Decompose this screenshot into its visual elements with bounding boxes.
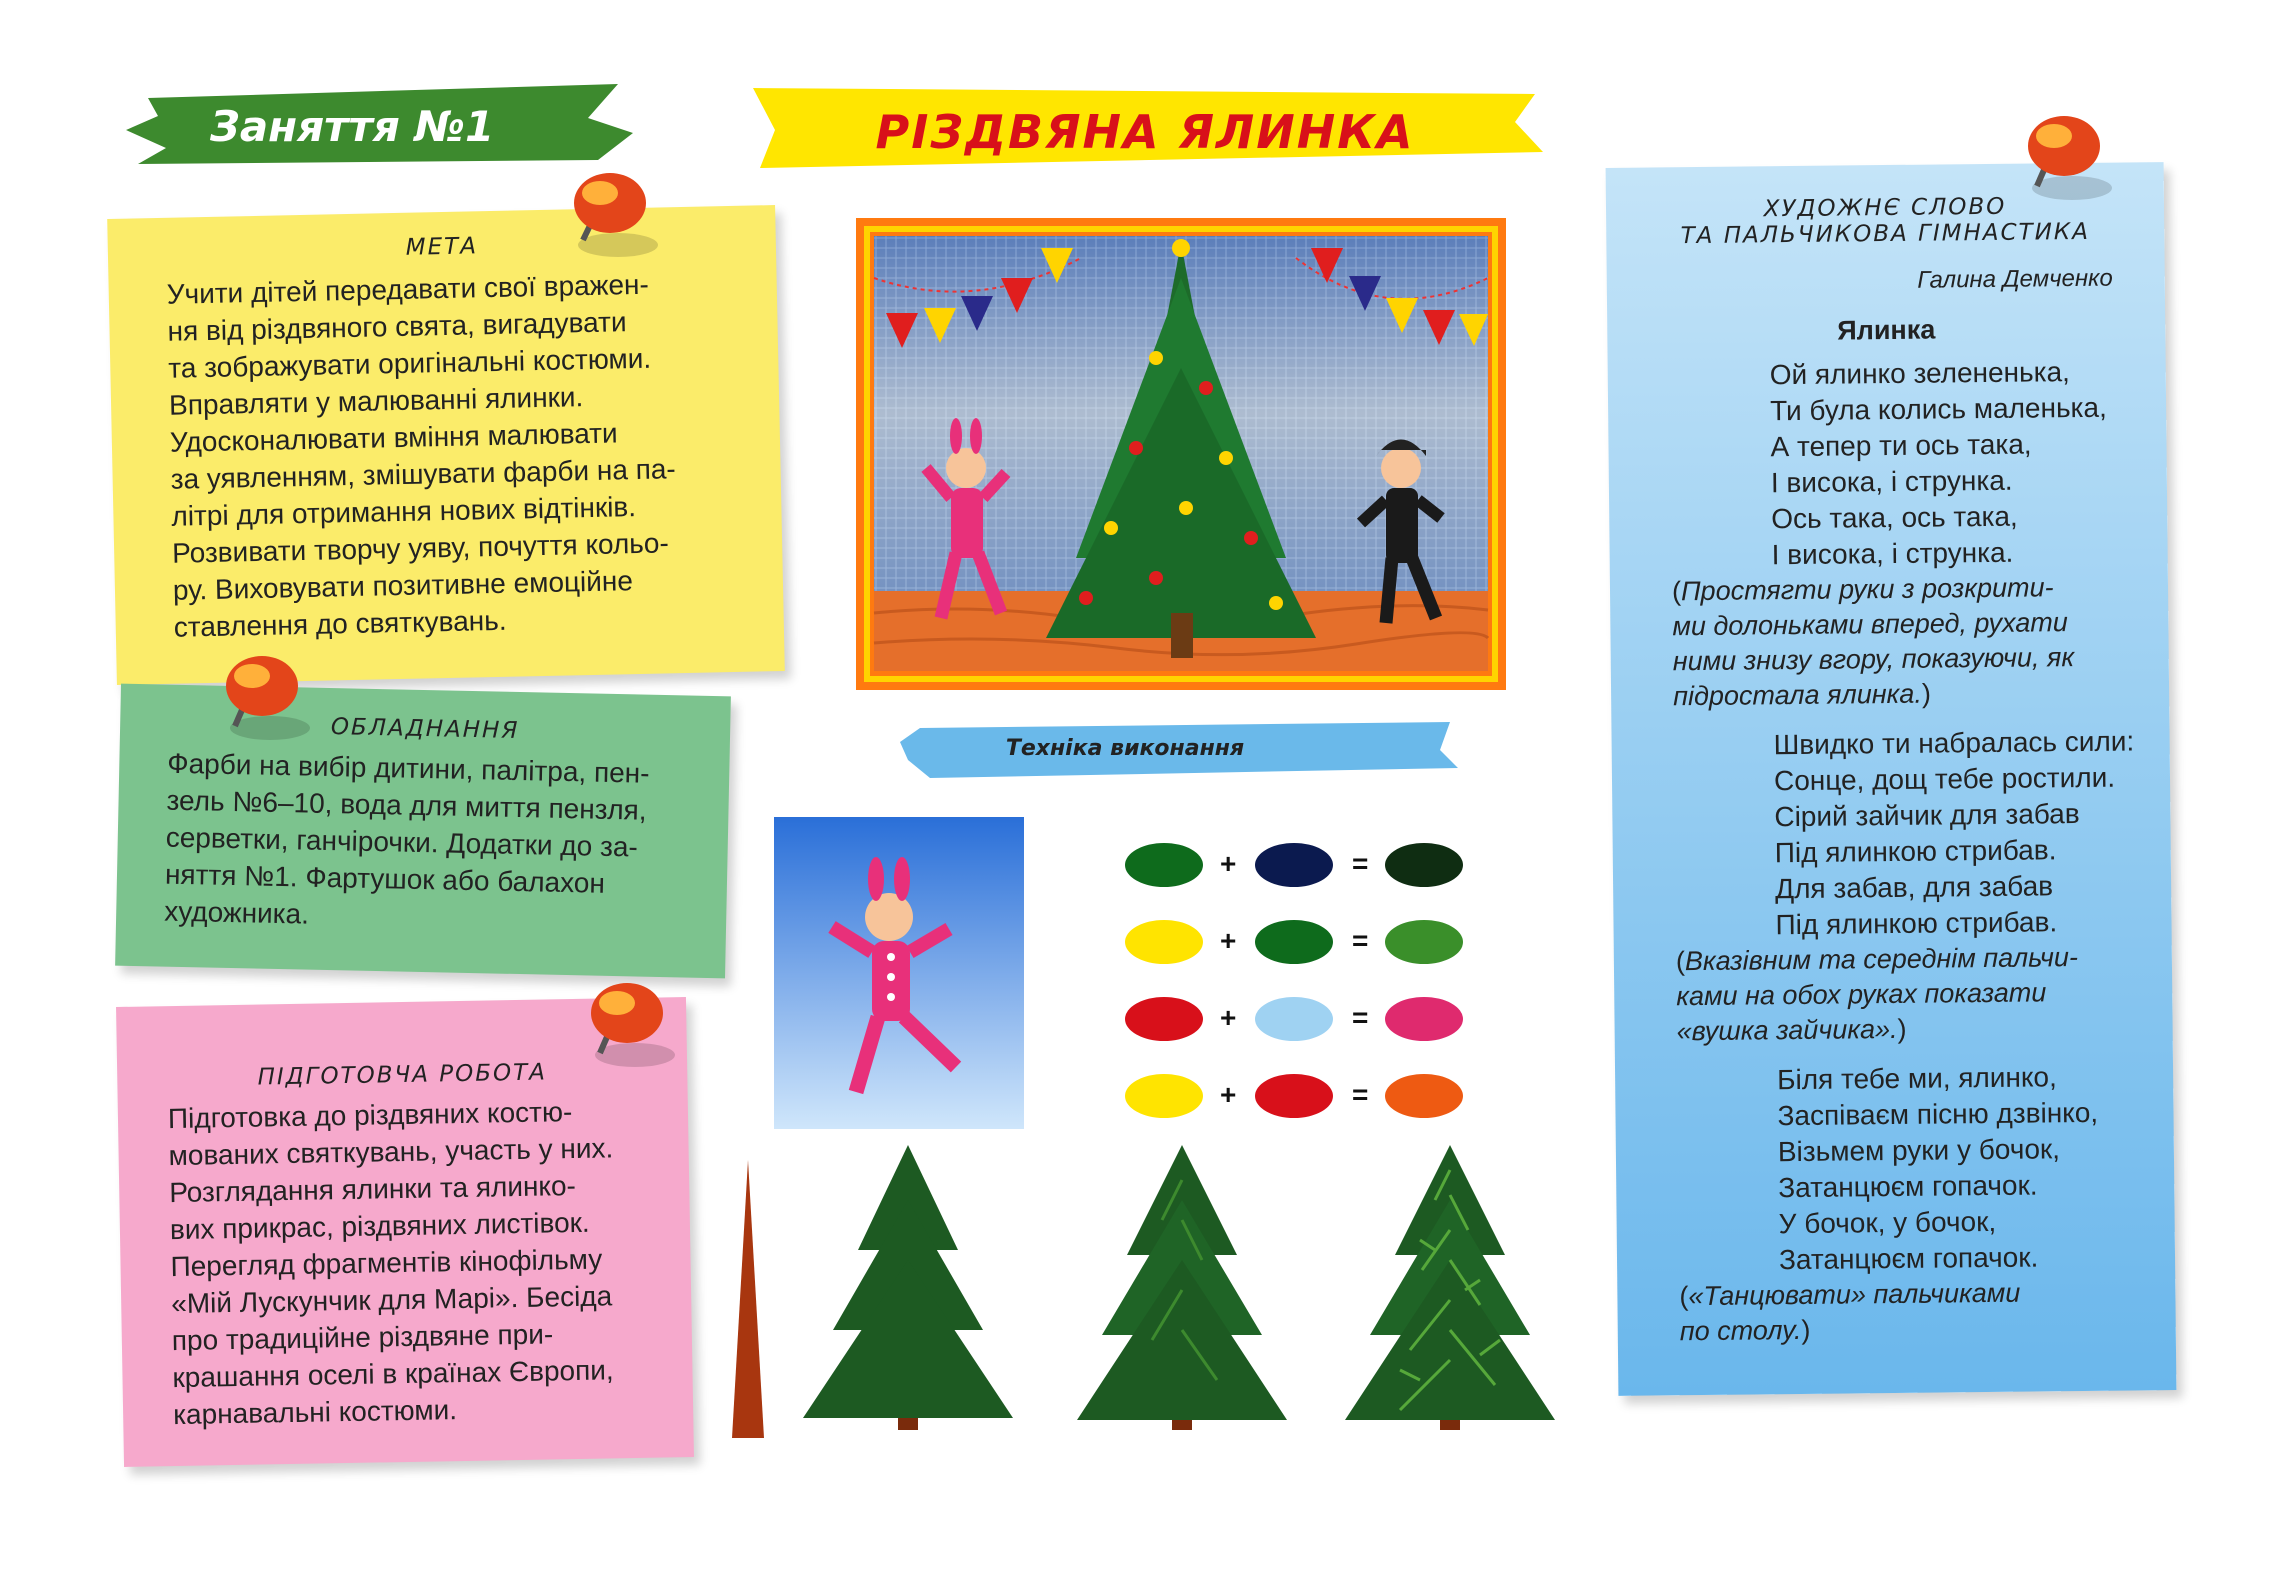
poem-line: Ой ялинко зелененька, [1769,356,2071,391]
goal-line: ставлення до святкувань. [173,604,507,643]
equipment-line: няття №1. Фартушок або балахон [164,858,606,899]
tree-step-2 [1072,1140,1292,1440]
poem-instruction-line: Простягти руки з розкрити- [1680,572,2054,607]
goal-text [166,263,784,646]
preparation-line: крашання оселі в країнах Європи, [172,1354,614,1394]
poem-line: Ось така, ось така, [1771,500,2018,535]
color-mix-row [1120,917,1520,967]
plus-sign: + [1220,925,1237,956]
technique-label: Техніка виконання [1005,736,1245,761]
equals-sign: = [1352,1002,1369,1033]
poem-instruction: (Простягти руки з розкрити- ми долоньками вперед, рухати ними знизу вгору, показуючи, як підростала ялинка.) [1671,572,2075,712]
tree-step-3 [1340,1140,1560,1440]
poem-line: А тепер ти ось така, [1770,428,2032,463]
preparation-line: карнавальні костюми. [172,1394,458,1431]
poem-author: Галина Демченко [1917,264,2113,294]
poem-instruction-line: «Танцювати» пальчиками [1688,1277,2021,1312]
poem-line: Заспіваєм пісню дзвінко, [1777,1096,2099,1132]
color-mix-row [1120,994,1520,1044]
preparation-line: «Мій Лускунчик для Марі». Бесіда [170,1280,613,1320]
color-mix-row [1120,1071,1520,1121]
preparation-title: ПІДГОТОВЧА РОБОТА [257,1059,548,1091]
paint-swatch-a [1125,920,1203,964]
goal-line: Розвивати творчу уяву, почуття кольо- [171,527,670,569]
paint-swatch-result [1385,920,1463,964]
pushpin-icon [565,975,695,1085]
preparation-line: Перегляд фрагментів кінофільму [170,1243,603,1283]
equipment-title: ОБЛАДНАННЯ [330,714,520,744]
preparation-text [168,1091,694,1433]
poem-instruction-line: Вказівним та середнім пальчи- [1684,942,2079,977]
poem-instruction-line: ками на обох руках показати [1676,977,2047,1012]
poem-line: У бочок, у бочок, [1778,1205,1997,1240]
poem-line: Швидко ти набралась сили: [1773,725,2135,761]
goal-line: Удосконалювати вміння малювати [169,417,618,458]
goal-line: Вправляти у малюванні ялинки. [168,381,584,421]
poem-line: Біля тебе ми, ялинко, [1776,1061,2057,1096]
lesson-label: Заняття №1 [210,102,495,151]
poem-line: Ти була колись маленька, [1769,391,2107,427]
poem-line: Затанцюєм гопачок. [1778,1241,2039,1276]
equipment-line: серветки, ганчірочки. Додатки до за- [165,821,639,863]
color-mix-row [1120,840,1520,890]
paint-swatch-b [1255,997,1333,1041]
poem-section-title-line: ХУДОЖНЄ СЛОВО [1763,193,2007,223]
goal-line: ня від різдвяного свята, вигадувати [167,306,627,347]
poem-line: І висока, і струнка. [1771,536,2014,571]
paint-swatch-b [1255,1074,1333,1118]
poem-instruction-line: ними знизу вгору, показуючи, як [1672,642,2075,677]
poem-title: Ялинка [1837,314,1936,346]
paint-swatch-b [1255,843,1333,887]
goal-title: МЕТА [405,233,479,261]
tree-step-trunk [728,1160,768,1440]
poem-line: Під ялинкою стрибав. [1774,834,2057,869]
preparation-line: Підготовка до різдвяних костю- [167,1096,573,1135]
preparation-line: вих прикрас, різдвяних листівок. [169,1206,590,1246]
poem-instruction: (Вказівним та середнім пальчи- ками на обох руках показати «вушка зайчика».) [1675,942,2079,1047]
paint-swatch-a [1125,997,1203,1041]
equipment-line: зель №6–10, вода для миття пензля, [166,784,647,826]
poem-instruction-line: «вушка зайчика». [1676,1013,1898,1047]
equals-sign: = [1352,848,1369,879]
poem-instruction: («Танцювати» пальчиками по столу.) [1679,1277,2021,1347]
goal-line: літрі для отримання нових відтінків. [171,491,637,532]
goal-line: ру. Виховувати позитивне емоційне [172,565,634,606]
preparation-line: про традиційне різдвяне при- [171,1318,554,1357]
poem-section-title-line: ТА ПАЛЬЧИКОВА ГІМНАСТИКА [1680,218,2091,250]
poem-line: Під ялинкою стрибав. [1775,906,2058,941]
poem-line: І висока, і струнка. [1770,464,2013,499]
paint-swatch-a [1125,1074,1203,1118]
equipment-line: художника. [163,895,310,930]
goal-note [107,205,785,685]
poem-instruction-line: по столу. [1679,1314,1802,1347]
poem-line: Сірий зайчик для забав [1774,798,2080,833]
bunny-sample-image [774,817,1024,1129]
equipment-line: Фарби на вибір дитини, палітра, пен- [167,747,650,789]
tree-step-1 [798,1140,1018,1440]
poem-line: Візьмем руки у бочок, [1777,1133,2061,1168]
poem-line: Затанцюєм гопачок. [1778,1169,2038,1204]
pushpin-icon [2002,108,2132,218]
paint-swatch-b [1255,920,1333,964]
pushpin-icon [200,648,330,758]
poem-body [1670,353,2176,1349]
pushpin-icon [548,165,678,275]
poem-line: Сонце, дощ тебе ростили. [1773,761,2116,797]
plus-sign: + [1220,1002,1237,1033]
poem-instruction-line: підростала ялинка. [1672,678,1923,712]
preparation-line: мованих святкувань, участь у них. [168,1132,614,1172]
goal-line: та зображувати оригінальні костюми. [168,342,652,384]
poem-instruction-line: ми долоньками вперед, рухати [1672,607,2068,642]
equipment-text [164,745,730,942]
page-title: РІЗДВЯНА ЯЛИНКА [875,105,1415,159]
preparation-line: Розглядання ялинки та ялинко- [169,1170,577,1209]
plus-sign: + [1220,1079,1237,1110]
poem-line: Для забав, для забав [1774,870,2054,905]
paint-swatch-result [1385,843,1463,887]
poem-note [1606,162,2177,1396]
paint-swatch-result [1385,997,1463,1041]
goal-line: Учити дітей передавати свої вражен- [166,268,650,310]
paint-swatch-result [1385,1074,1463,1118]
equals-sign: = [1352,925,1369,956]
plus-sign: + [1220,848,1237,879]
equals-sign: = [1352,1079,1369,1110]
paint-swatch-a [1125,843,1203,887]
goal-line: за уявленням, змішувати фарби на па- [170,453,676,495]
main-illustration [856,218,1506,690]
